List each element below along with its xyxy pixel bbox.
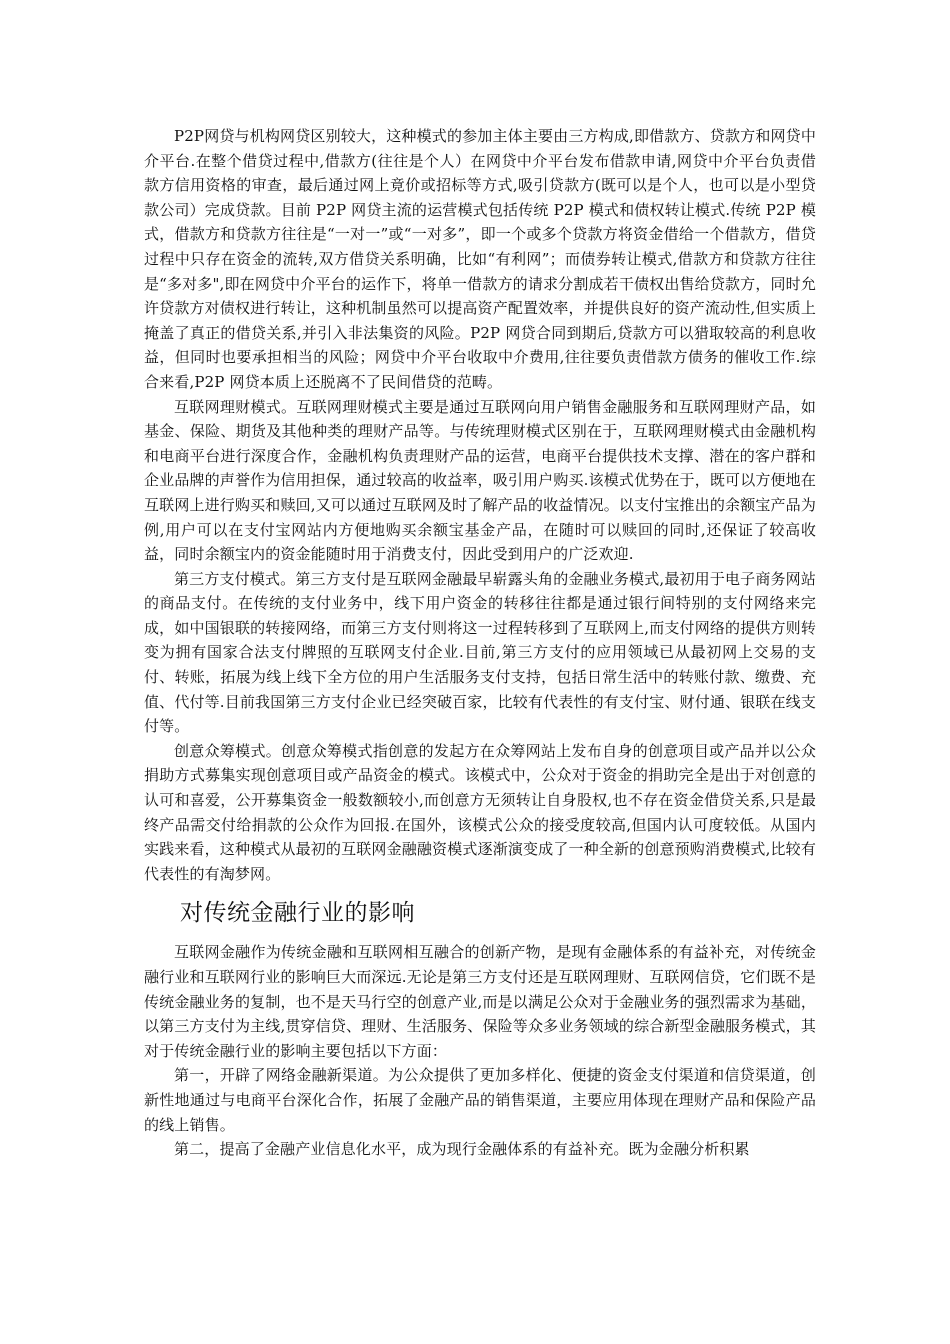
document-body [144,124,816,1162]
section-heading: 对传统金融行业的影响 [180,900,415,927]
paragraph-first-impact: 第一，开辟了网络金融新渠道。为公众提供了更加多样化、便捷的资金支付渠道和信贷渠道，创新性地通过与电商平台深化合作，拓展了金融产品的销售渠道，主要应用体现在理财产品和保险产品的线上销售。 [144,1066,816,1134]
paragraph-impact-overview: 互联网金融作为传统金融和互联网相互融合的创新产物，是现有金融体系的有益补充，对传统金融行业和互联网行业的影响巨大而深远.无论是第三方支付还是互联网理财、互联网信贷，它们既不是传统金融业务的复制，也不是天马行空的创意产业,而是以满足公众对于金融业务的强烈需求为基础，以第三方支付为主线,贯穿信贷、理财、生活服务、保险等众多业务领域的综合新型金融服务模式，其对于传统金融行业的影响主要包括以下方面： [144,943,816,1060]
paragraph-internet-wealth-management: 互联网理财模式。互联网理财模式主要是通过互联网向用户销售金融服务和互联网理财产品，如基金、保险、期货及其他种类的理财产品等。与传统理财模式区别在于，互联网理财模式由金融机构和电商平台进行深度合作，金融机构负责理财产品的运营，电商平台提供技术支撑、潜在的客户群和企业品牌的声誉作为信用担保，通过较高的收益率，吸引用户购买.该模式优势在于，既可以方便地在互联网上进行购买和赎回,又可以通过互联网及时了解产品的收益情况。以支付宝推出的余额宝产品为例,用户可以在支付宝网站内方便地购买余额宝基金产品，在随时可以赎回的同时,还保证了较高收益，同时余额宝内的资金能随时用于消费支付，因此受到用户的广泛欢迎. [144,397,816,564]
paragraph-third-party-payment: 第三方支付模式。第三方支付是互联网金融最早崭露头角的金融业务模式,最初用于电子商务网站的商品支付。在传统的支付业务中，线下用户资金的转移往往都是通过银行间特别的支付网络来完成，如中国银联的转接网络，而第三方支付则将这一过程转移到了互联网上,而支付网络的提供方则转变为拥有国家合法支付牌照的互联网支付企业.目前,第三方支付的应用领域已从最初网上交易的支付、转账，拓展为线上线下全方位的用户生活服务支付支持，包括日常生活中的转账付款、缴费、充值、代付等.目前我国第三方支付企业已经突破百家，比较有代表性的有支付宝、财付通、银联在线支付等。 [144,569,816,736]
paragraph-p2p-lending: P2P网贷与机构网贷区别较大，这种模式的参加主体主要由三方构成,即借款方、贷款方和网贷中介平台.在整个借贷过程中,借款方(往往是个人）在网贷中介平台发布借款申请,网贷中介平台负责借款方信用资格的审查，最后通过网上竟价或招标等方式,吸引贷款方(既可以是个人，也可以是小型贷款公司）完成贷款。目前 P2P 网贷主流的运营模式包括传统 P2P 模式和债权转让模式.传统 P2P 模式，借款方和贷款方往往是“一对一”或“一对多”，即一个或多个贷款方将资金借给一个借款方，借贷过程中只存在资金的流转,双方借贷关系明确，比如“有利网”；而债券转让模式,借款方和贷款方往往是“多对多",即在网贷中介平台的运作下，将单一借款方的请求分割成若干债权出售给贷款方，同时允许贷款方对债权进行转让，这种机制虽然可以提高资产配置效率，并提供良好的资产流动性,但实质上掩盖了真正的借贷关系,并引入非法集资的风险。P2P 网贷合同到期后,贷款方可以猎取较高的利息收益，但同时也要承担相当的风险；网贷中介平台收取中介费用,往往要负责借款方债务的催收工作.综合来看,P2P 网贷本质上还脱离不了民间借贷的范畴。 [144,127,816,391]
paragraph-crowdfunding: 创意众筹模式。创意众筹模式指创意的发起方在众筹网站上发布自身的创意项目或产品并以公众捐助方式募集实现创意项目或产品资金的模式。该模式中，公众对于资金的捐助完全是出于对创意的认可和喜爱，公开募集资金一般数额较小,而创意方无须转让自身股权,也不存在资金借贷关系,只是最终产品需交付给捐款的公众作为回报.在国外，该模式公众的接受度较高,但国内认可度较低。从国内实践来看，这种模式从最初的互联网金融融资模式逐渐演变成了一种全新的创意预购消费模式,比较有代表性的有淘梦网。 [144,741,816,883]
paragraph-second-impact: 第二，提高了金融产业信息化水平，成为现行金融体系的有益补充。既为金融分析积累 [174,1140,750,1159]
